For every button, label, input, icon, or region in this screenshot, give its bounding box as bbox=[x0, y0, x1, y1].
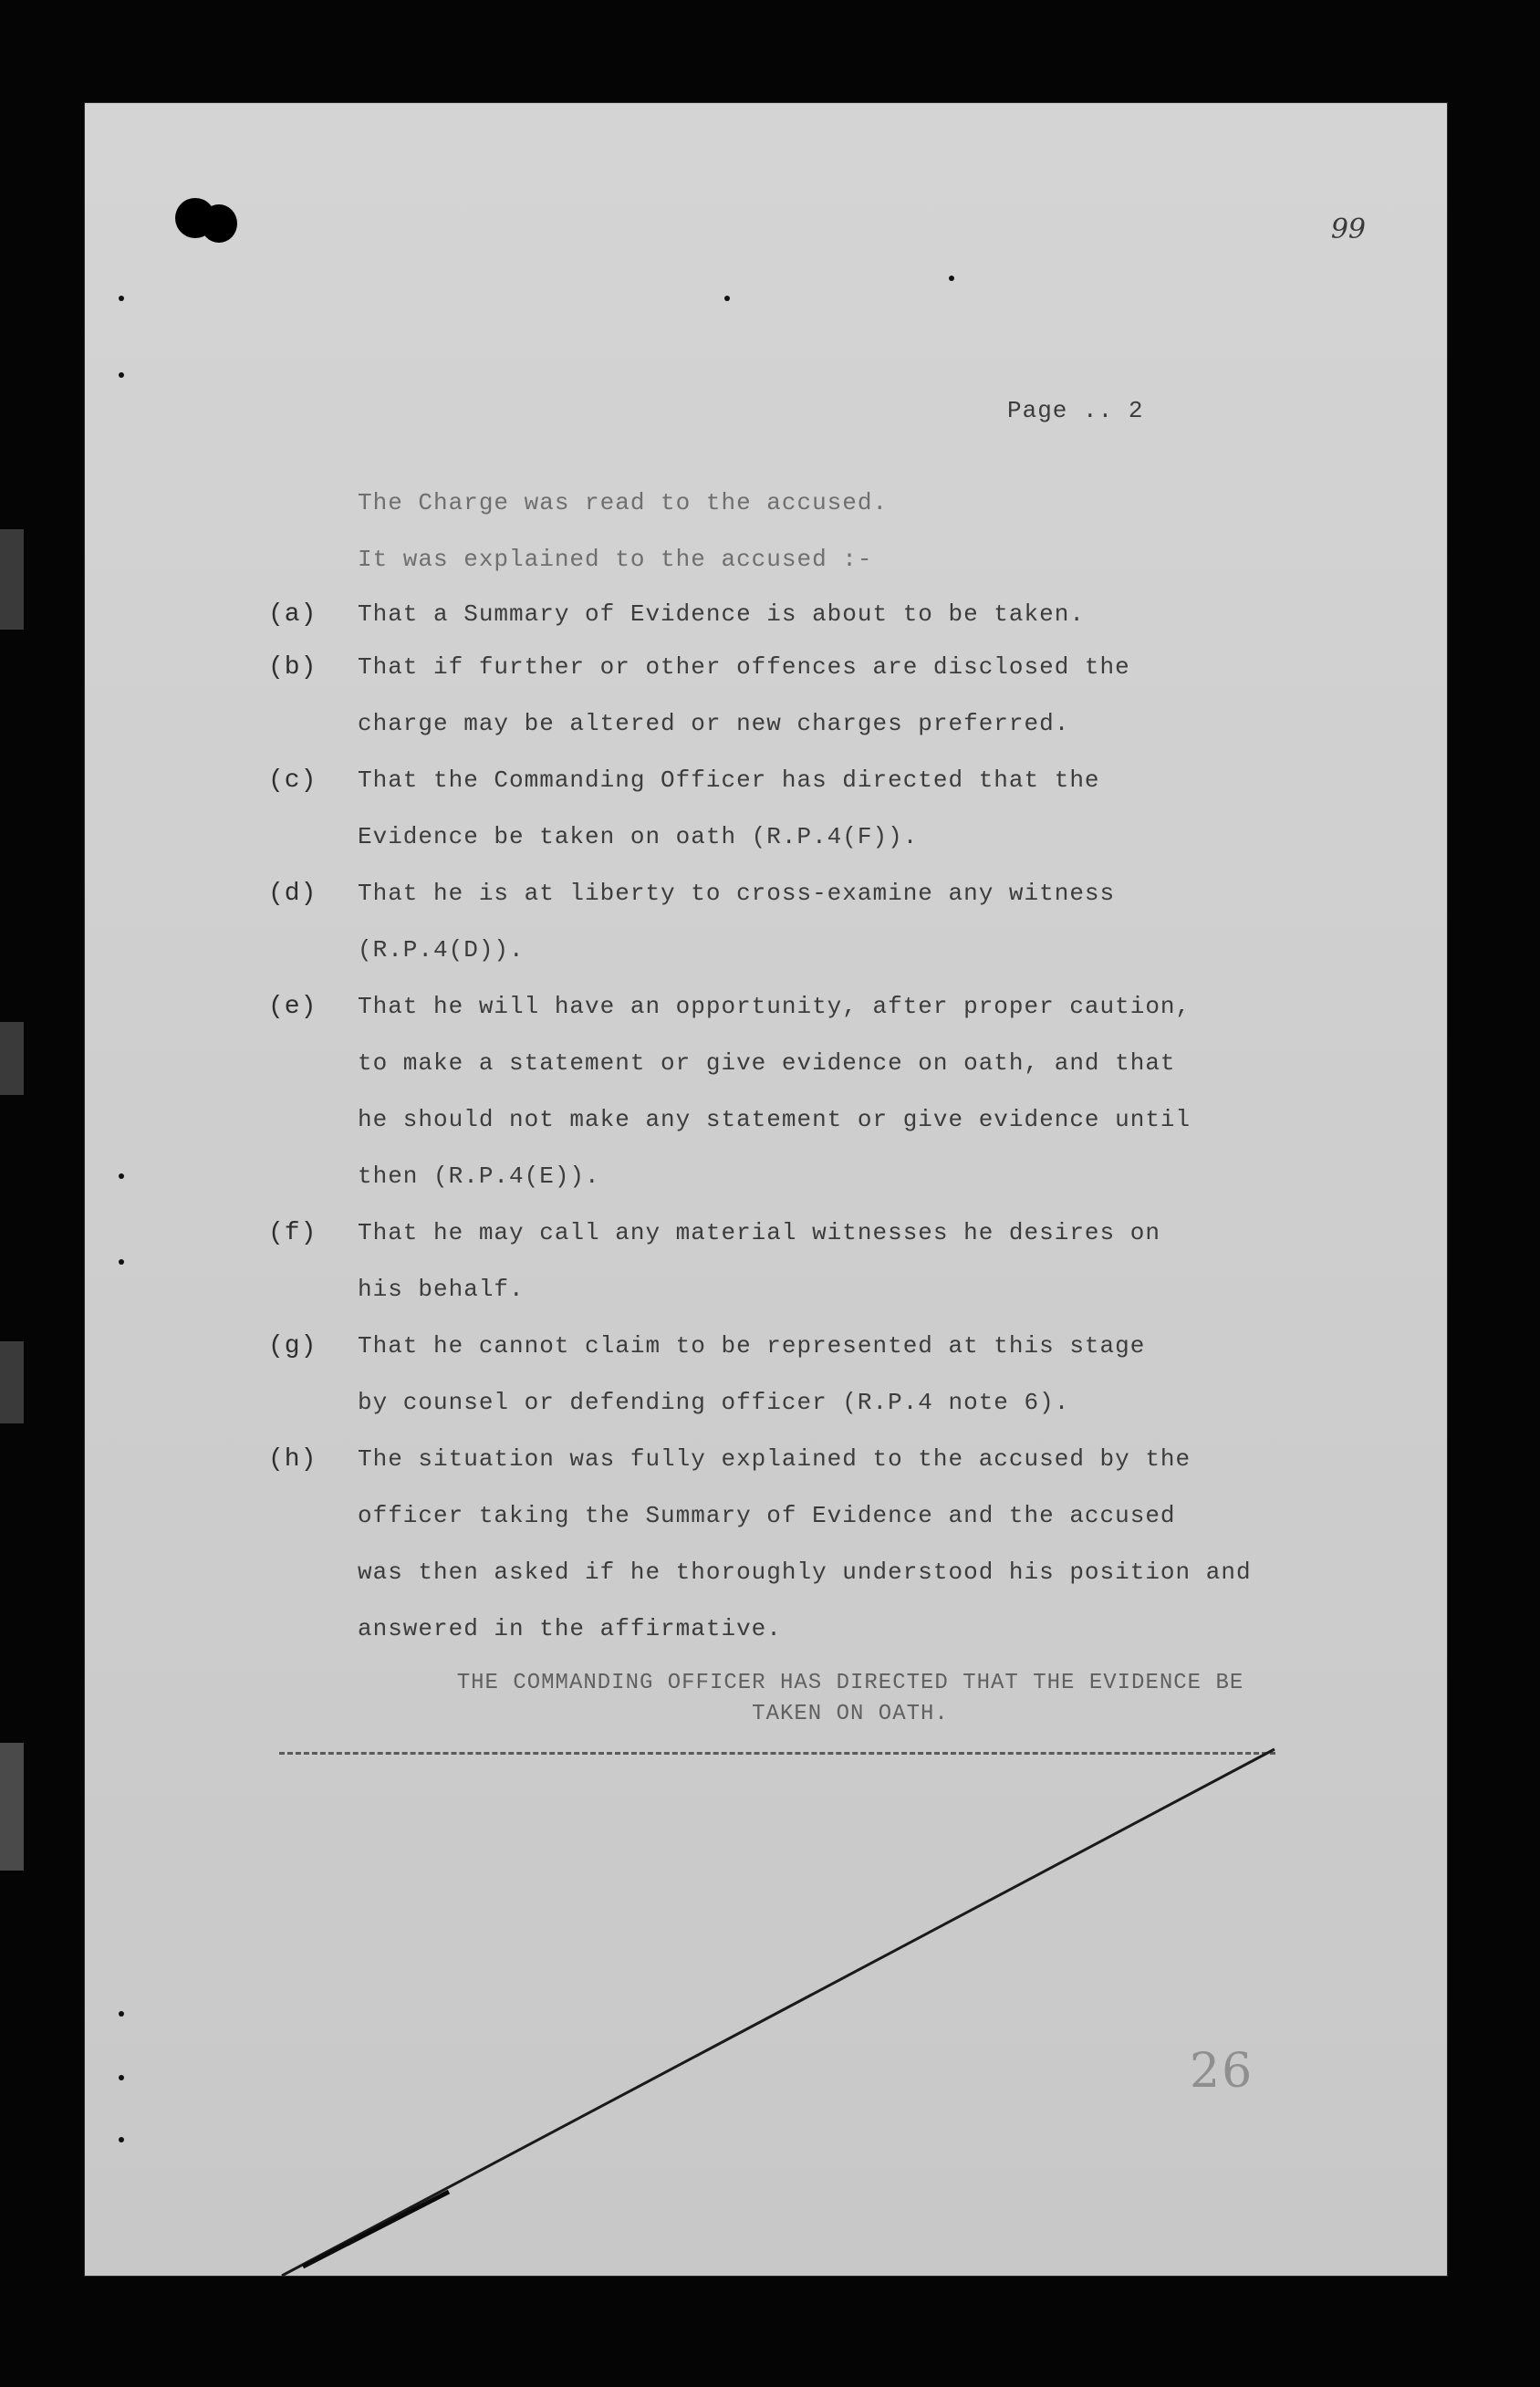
diagonal-stroke-heavy bbox=[303, 2192, 449, 2267]
item-e-line: he should not make any statement or give evidence until bbox=[358, 1106, 1191, 1133]
item-label-e: (e) bbox=[268, 993, 317, 1021]
item-e-line: That he will have an opportunity, after proper caution, bbox=[358, 993, 1191, 1020]
cancellation-diagonal-line bbox=[84, 102, 1448, 2277]
folio-mark: 99 bbox=[1330, 214, 1366, 245]
item-label-a: (a) bbox=[268, 600, 317, 629]
item-a-line: That a Summary of Evidence is about to be taken. bbox=[358, 600, 1085, 628]
item-e-line: to make a statement or give evidence on oath, and that bbox=[358, 1049, 1176, 1077]
stamp-number: 26 bbox=[1190, 2044, 1254, 2099]
item-label-f: (f) bbox=[268, 1219, 317, 1247]
item-label-b: (b) bbox=[268, 653, 317, 682]
item-c-line: Evidence be taken on oath (R.P.4(F)). bbox=[358, 823, 919, 850]
item-f-line: That he may call any material witnesses he desires on bbox=[358, 1219, 1160, 1246]
closing-line: TAKEN ON OATH. bbox=[752, 1702, 949, 1726]
intro-line: It was explained to the accused :- bbox=[358, 546, 873, 573]
item-h-line: was then asked if he thoroughly understood his position and bbox=[358, 1558, 1252, 1586]
item-h-line: The situation was fully explained to the accused by the bbox=[358, 1445, 1191, 1473]
item-c-line: That the Commanding Officer has directed that the bbox=[358, 766, 1100, 794]
item-g-line: by counsel or defending officer (R.P.4 note 6). bbox=[358, 1389, 1070, 1416]
film-edge-strip-top bbox=[0, 529, 24, 630]
item-d-line: That he is at liberty to cross-examine any witness bbox=[358, 880, 1116, 907]
film-edge-strip-lower bbox=[0, 1341, 24, 1423]
page-label: Page .. 2 bbox=[1007, 397, 1144, 424]
item-f-line: his behalf. bbox=[358, 1276, 525, 1303]
document-page bbox=[84, 102, 1448, 2277]
item-b-line: charge may be altered or new charges preferred. bbox=[358, 710, 1070, 737]
item-label-h: (h) bbox=[268, 1445, 317, 1474]
intro-line: The Charge was read to the accused. bbox=[358, 489, 889, 516]
item-label-c: (c) bbox=[268, 766, 317, 795]
item-e-line: then (R.P.4(E)). bbox=[358, 1162, 600, 1190]
item-h-line: officer taking the Summary of Evidence and the accused bbox=[358, 1502, 1176, 1529]
closing-line: THE COMMANDING OFFICER HAS DIRECTED THAT THE EVIDENCE BE bbox=[456, 1671, 1244, 1695]
film-edge-strip-bottom bbox=[0, 1743, 24, 1871]
item-g-line: That he cannot claim to be represented at this stage bbox=[358, 1332, 1146, 1360]
item-b-line: That if further or other offences are disclosed the bbox=[358, 653, 1130, 681]
item-h-line: answered in the affirmative. bbox=[358, 1615, 782, 1642]
item-label-d: (d) bbox=[268, 880, 317, 908]
film-edge-strip-mid bbox=[0, 1022, 24, 1095]
diagonal-stroke bbox=[282, 1749, 1275, 2276]
item-label-g: (g) bbox=[268, 1332, 317, 1360]
item-d-line: (R.P.4(D)). bbox=[358, 936, 525, 964]
